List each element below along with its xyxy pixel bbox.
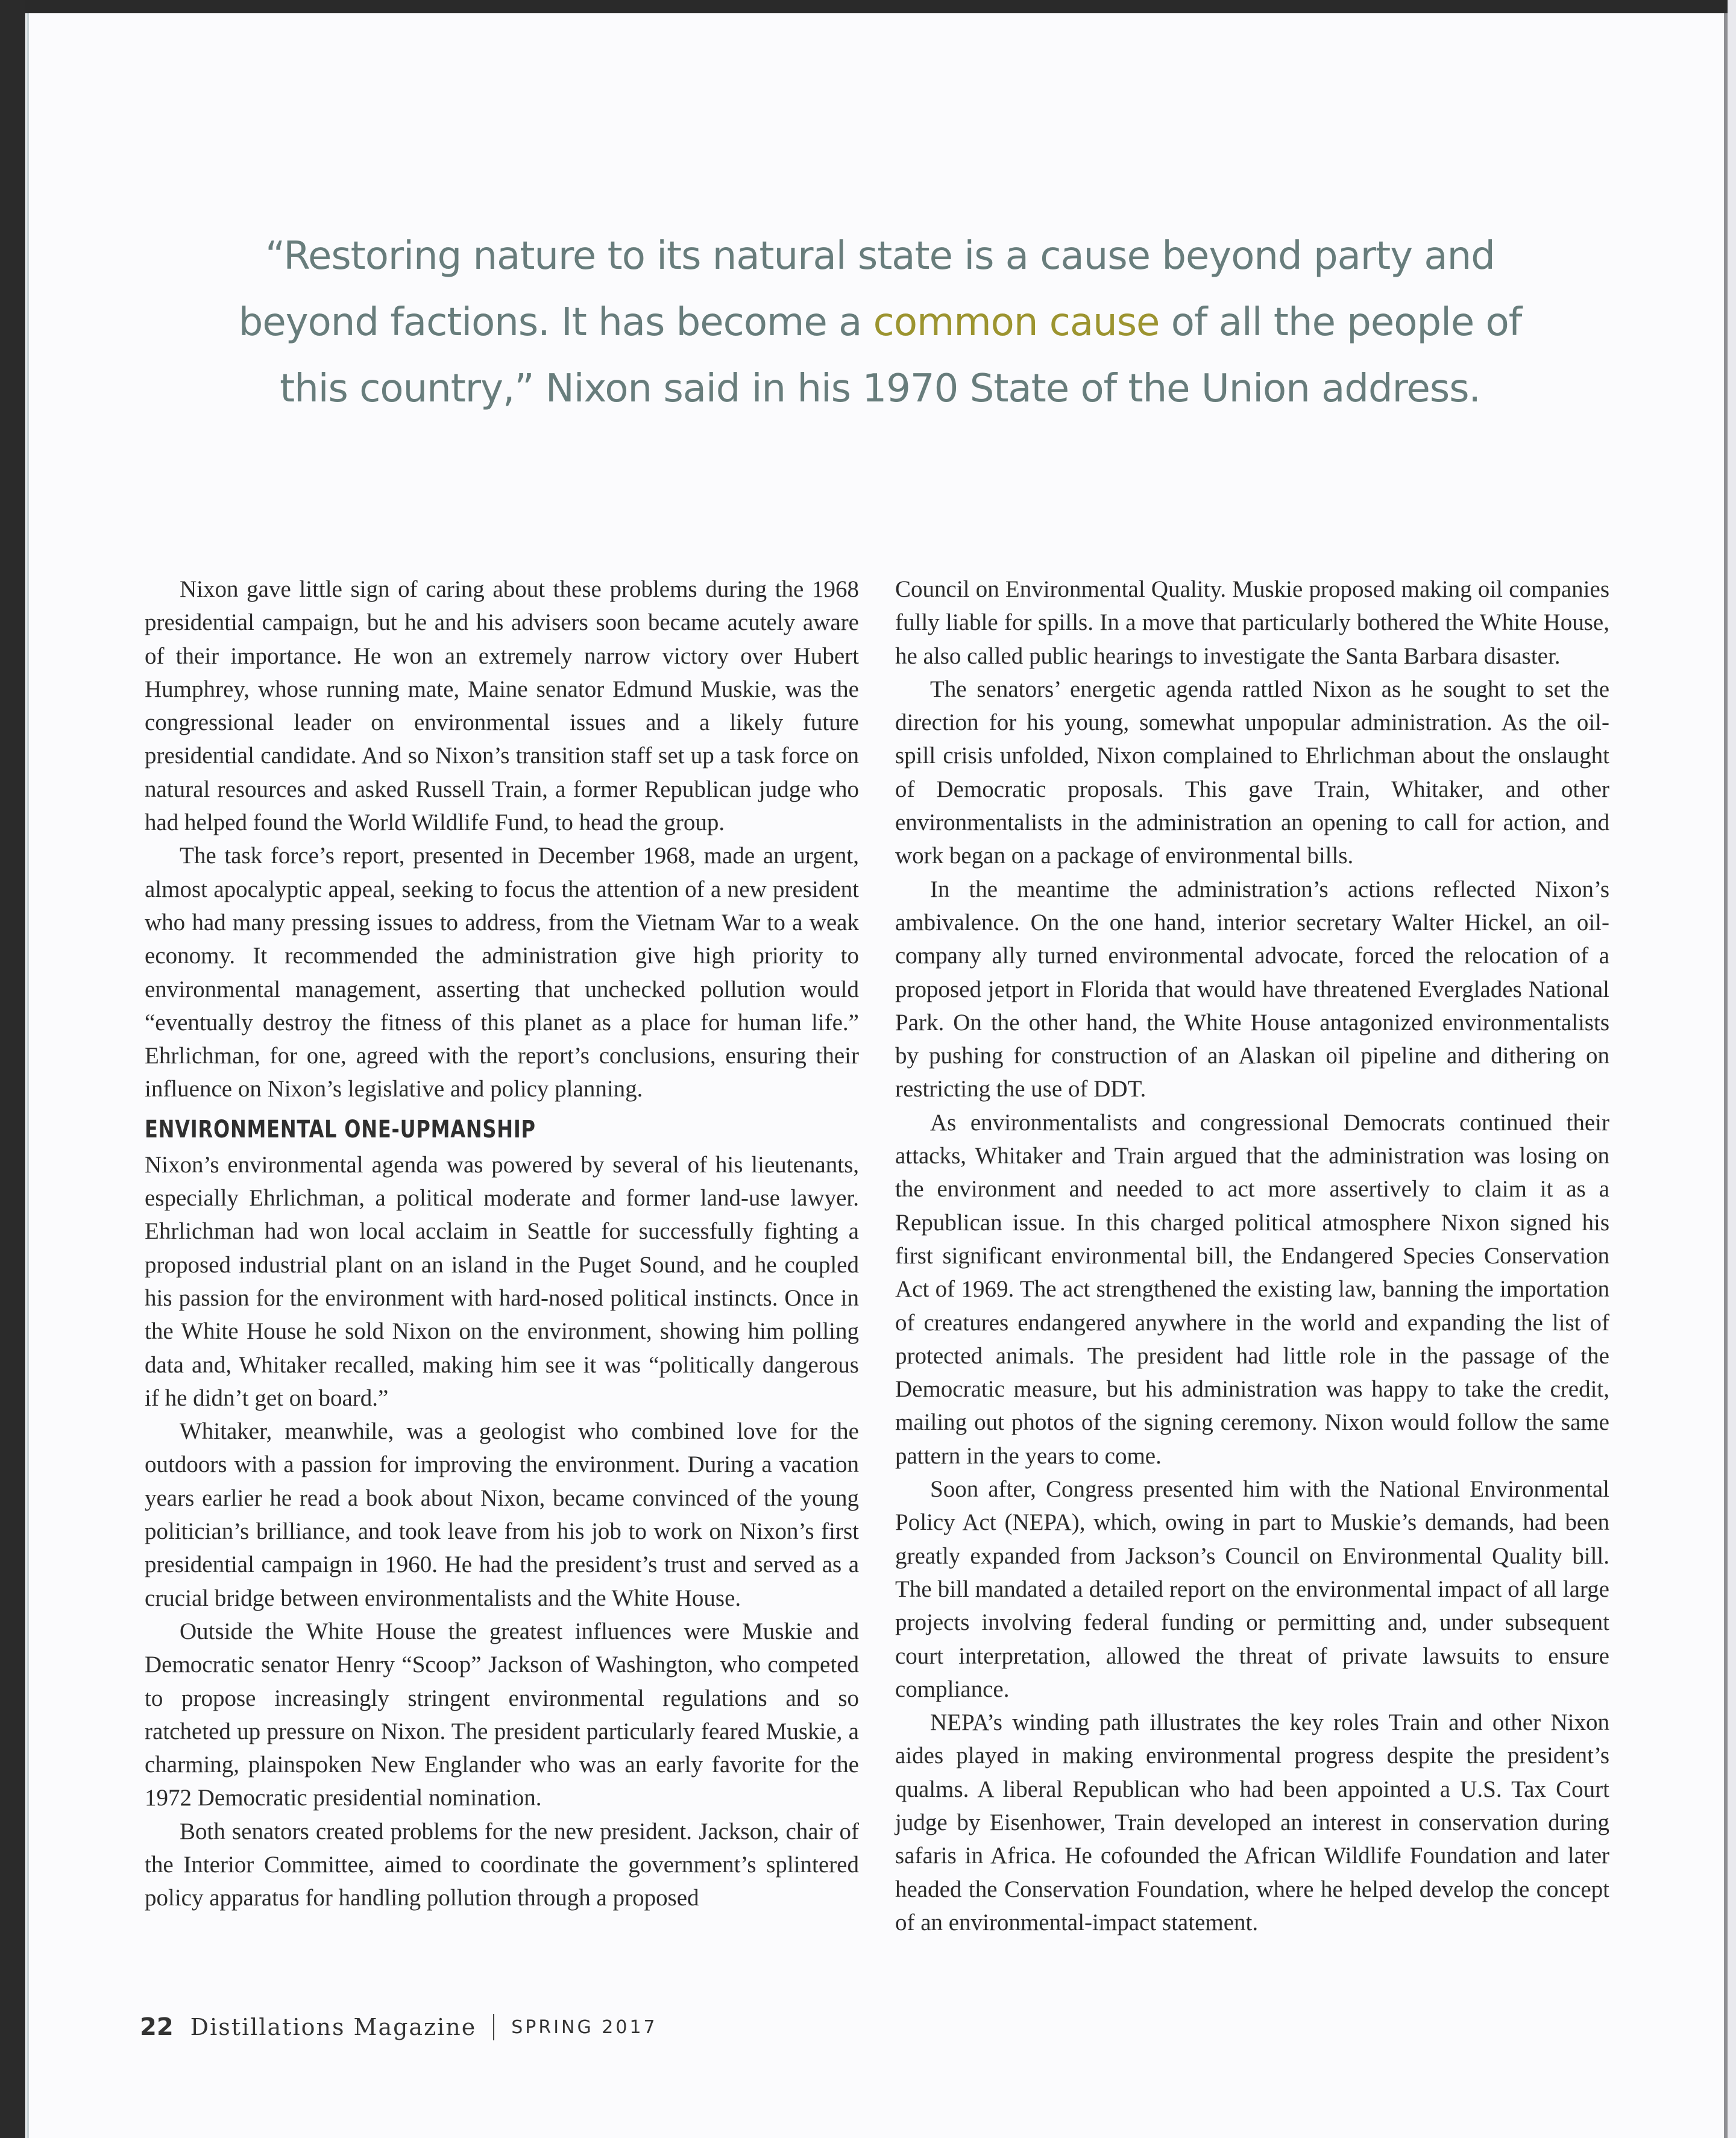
pull-quote-highlight: common cause xyxy=(873,300,1160,345)
paragraph: Nixon gave little sign of caring about these problems during the 1968 presidential campaign, but he and his advisers soon became acutely aware of their importance. He won an extremely narrow victory over Hubert Humphrey, whose running mate, Maine senator Edmund Muskie, was the congressional leader on environmental issues and a likely future presidential candidate. And so Nixon’s transition staff set up a task force on natural resources and asked Russell Train, a former Republican judge who had helped found the World Wildlife Fund, to head the group. xyxy=(145,576,859,836)
paragraph: Nixon’s environmental agenda was powered by several of his lieutenants, especially Ehrlichman, a political moderate and former land-use lawyer. Ehrlichman had won local acclaim in Seattle for successfully fighting a proposed industrial plant on an island in the Puget Sound, and he coupled his passion for the environment with hard-nosed political instincts. Once in the White House he sold Nixon on the environment, showing him polling data and, Whitaker recalled, making him see it was “politically dangerous if he didn’t get on board.” xyxy=(145,1151,859,1411)
page-number: 22 xyxy=(140,2013,174,2041)
paragraph: Whitaker, meanwhile, was a geologist who combined love for the outdoors with a passion for improving the environment. During a vacation years earlier he read a book about Nixon, became convinced of the young politician’s brilliance, and took leave from his job to work on Nixon’s first presidential campaign in 1960. He had the president’s trust and served as a crucial bridge between environmentalists and the White House. xyxy=(145,1418,859,1611)
paragraph: As environmentalists and congressional Democrats continued their attacks, Whitaker and Train argued that the administration was losing on the environment and needed to act more assertively to claim it as a Republican issue. In this charged political atmosphere Nixon signed his first significant environmental bill, the Endangered Species Conservation Act of 1969. The act strengthened the existing law, banning the importation of creatures endangered anywhere in the world and expanding the list of protected animals. The president had little role in the passage of the Democratic measure, but his administration was happy to take the credit, mailing out photos of the signing ceremony. Nixon would follow the same pattern in the years to come. xyxy=(895,1109,1609,1469)
section-heading: ENVIRONMENTAL ONE-UPMANSHIP xyxy=(145,1115,536,1143)
paragraph: The task force’s report, presented in December 1968, made an urgent, almost apocalyptic appeal, seeking to focus the attention of a new president who had many pressing issues to address, from the Vietnam War to a weak economy. It recommended the administration give high priority to environmental management, asserting that unchecked pollution would “eventually destroy the fitness of this planet as a place for human life.” Ehrlichman, for one, agreed with the report’s conclusions, ensuring their influence on Nixon’s legislative and policy planning. xyxy=(145,843,859,1102)
page-footer xyxy=(140,2013,658,2041)
paragraph: Soon after, Congress presented him with the National Environmental Policy Act (NEPA), which, owing in part to Muskie’s demands, had been greatly expanded from Jackson’s Council on Environmental Quality bill. The bill mandated a detailed report on the environmental impact of all large projects involving federal funding or permitting and, under subsequent court interpretation, allowed the threat of private lawsuits to ensure compliance. xyxy=(895,1476,1609,1702)
pull-quote xyxy=(199,223,1561,422)
pull-quote-text-before: “Restoring nature to its natural state is a cause beyond party and beyond factions. It has become a xyxy=(238,234,1495,345)
scan-edge-left xyxy=(0,0,25,2138)
paragraph: NEPA’s winding path illustrates the key roles Train and other Nixon aides played in making environmental progress despite the president’s qualms. A liberal Republican who had been appointed a U.S. Tax Court judge by Eisenhower, Train developed an interest in conservation during safaris in Africa. He cofounded the African Wildlife Foundation and later headed the Conservation Foundation, where he helped develop the concept of an environmental-impact statement. xyxy=(895,1709,1609,1935)
paragraph: Both senators created problems for the new president. Jackson, chair of the Interior Committee, aimed to coordinate the government’s splintered policy apparatus for handling pollution through a proposed xyxy=(145,1818,859,1911)
issue-label: SPRING 2017 xyxy=(511,2016,658,2038)
article-column-2 xyxy=(895,573,1609,1939)
paragraph: Council on Environmental Quality. Muskie proposed making oil companies fully liable for spills. In a move that particularly bothered the White House, he also called public hearings to investigate the Santa Barbara disaster. xyxy=(895,576,1609,669)
page-edge-left xyxy=(27,13,29,2138)
paragraph: In the meantime the administration’s actions reflected Nixon’s ambivalence. On the one hand, interior secretary Walter Hickel, an oil-company ally turned environmental advocate, forced the relocation of a proposed jetport in Florida that would have threatened Everglades National Park. On the other hand, the White House antagonized environmentalists by pushing for construction of an Alaskan oil pipeline and dithering on restricting the use of DDT. xyxy=(895,876,1609,1102)
article-column-1 xyxy=(145,573,859,1915)
pull-quote-text-after: of all the people of this country,” Nixon said in his 1970 State of the Union address. xyxy=(280,300,1522,411)
paragraph: Outside the White House the greatest influences were Muskie and Democratic senator Henry “Scoop” Jackson of Washington, who competed to propose increasingly stringent environmental regulations and so ratcheted up pressure on Nixon. The president particularly feared Muskie, a charming, plainspoken New Englander who was an early favorite for the 1972 Democratic presidential nomination. xyxy=(145,1618,859,1811)
footer-divider xyxy=(493,2014,494,2040)
magazine-name: Distillations Magazine xyxy=(190,2014,477,2040)
scan-edge-right xyxy=(1728,0,1736,2138)
paragraph: The senators’ energetic agenda rattled Nixon as he sought to set the direction for his young, somewhat unpopular administration. As the oil-spill crisis unfolded, Nixon complained to Ehrlichman about the onslaught of Democratic proposals. This gave Train, Whitaker, and other environmentalists in the administration an opening to call for action, and work began on a package of environmental bills. xyxy=(895,676,1609,869)
